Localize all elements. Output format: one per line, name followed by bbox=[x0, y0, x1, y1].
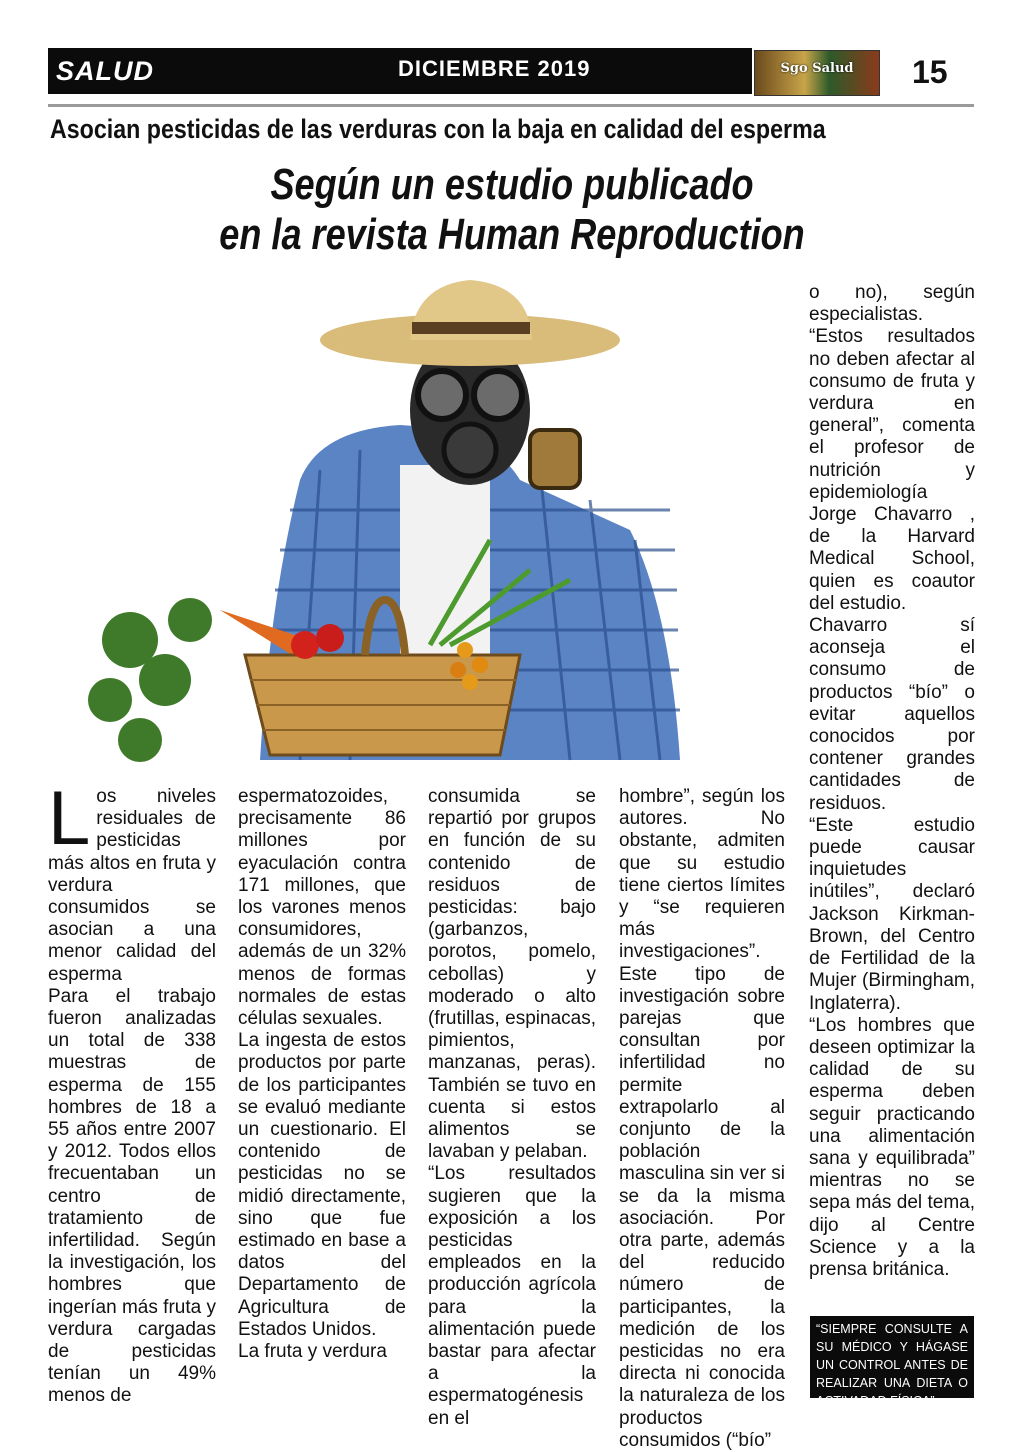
column-4-paragraph-1: hombre”, según los autores. No obstante, admiten que su estudio tiene ciertos límites y “se requieren más investigaciones”. bbox=[619, 786, 785, 963]
article-column-2 bbox=[238, 786, 406, 1363]
article-kicker: Asocian pesticidas de las verduras con la baja en calidad del esperma bbox=[50, 114, 826, 144]
headline-line-1: Según un estudio publicado bbox=[270, 160, 754, 209]
column-1-paragraph-1: os niveles residuales de pesticidas más altos en fruta y verdura consumidos se asocian a una menor calidad del esperma bbox=[48, 786, 216, 985]
section-label: SALUD bbox=[56, 56, 154, 86]
masthead-logo bbox=[754, 50, 880, 96]
column-2-paragraph-2: La ingesta de estos productos por parte de los participantes se evaluó mediante un cuestionario. El contenido de pesticidas no se midió directamente, sino que fue estimado en base a datos del Departamento de Agricultura de Estados Unidos. bbox=[238, 1030, 406, 1340]
column-3-paragraph-2: “Los resultados sugieren que la exposición a los pesticidas empleados en la producción agrícola para la alimentación puede bastar para afectar a la espermatogénesis en el bbox=[428, 1163, 596, 1429]
column-5-paragraph-5: “Los hombres que deseen optimizar la calidad de su esperma deben seguir practicando una alimentación sana y equilibrada” mientras no se sepa más del tema, dijo al Centre Science y a la prensa británica. bbox=[809, 1014, 975, 1280]
column-4-paragraph-2: Este tipo de investigación sobre parejas que consultan por infertilidad no permite extrapolarlo al conjunto de la población masculina sin ver si se da la misma asociación. Por otra parte, además del reducido número de participantes, la medición de los pesticidas no era directa ni conocida la naturaleza de los productos consumidos (“bío” bbox=[619, 963, 785, 1451]
column-5-paragraph-4: “Este estudio puede causar inquietudes inútiles”, declaró Jackson Kirkman-Brown, del Centro de Fertilidad de la Mujer (Birmingham, Inglaterra). bbox=[809, 814, 975, 1014]
article-column-1 bbox=[48, 776, 216, 1408]
column-3-paragraph-1: consumida se repartió por grupos en función de su contenido de residuos de pesticidas: bajo (garbanzos, porotos, pomelo, cebollas) y moderado o alto (frutillas, espinacas, pimientos, manzanas, peras). También se tuvo en cuenta si estos alimentos se lavaban y pelaban. bbox=[428, 786, 596, 1163]
column-5-paragraph-2: “Estos resultados no deben afectar al consumo de fruta y verdura en general”, comenta el profesor de nutrición y epidemiología Jorge Chavarro , de la Harvard Medical School, quien es coautor del estudio. bbox=[809, 326, 975, 614]
advice-box: “SIEMPRE CONSULTE A SU MÉDICO Y HÁGASE UN CONTROL ANTES DE REALIZAR UNA DIETA O ACTIVADAD FÍSICA” bbox=[810, 1316, 974, 1398]
column-2-paragraph-1: espermatozoides, precisamente 86 millones por eyaculación contra 171 millones, que los varones menos consumidores, además de un 32% menos de formas normales de estas células sexuales. bbox=[238, 786, 406, 1030]
column-2-paragraph-3: La fruta y verdura bbox=[238, 1341, 387, 1363]
article-column-5 bbox=[809, 282, 975, 1281]
farmer-gas-mask-photo bbox=[70, 280, 740, 780]
drop-cap: L bbox=[48, 776, 91, 861]
headline-line-2: en la revista Human Reproduction bbox=[219, 210, 805, 259]
article-column-4 bbox=[619, 786, 785, 1452]
logo-text: Sgo Salud bbox=[780, 61, 854, 76]
issue-date: DICIEMBRE 2019 bbox=[398, 56, 591, 81]
header-rule bbox=[48, 104, 974, 107]
article-headline bbox=[215, 160, 809, 260]
column-1-paragraph-2: Para el trabajo fueron analizadas un total de 338 muestras de esperma de 155 hombres de 18 a 55 años entre 2007 y 2012. Todos ellos frecuentaban un centro de tratamiento de infertilidad. Según la investigación, los hombres que ingerían más fruta y verdura cargadas de pesticidas tenían un 49% menos de bbox=[48, 985, 216, 1407]
column-5-paragraph-3: Chavarro sí aconseja el consumo de productos “bío” o evitar aquellos conocidos por contener grandes cantidades de residuos. bbox=[809, 615, 975, 814]
column-5-paragraph-1: o no), según especialistas. bbox=[809, 282, 975, 326]
page-number: 15 bbox=[912, 54, 948, 90]
article-column-3 bbox=[428, 786, 596, 1430]
